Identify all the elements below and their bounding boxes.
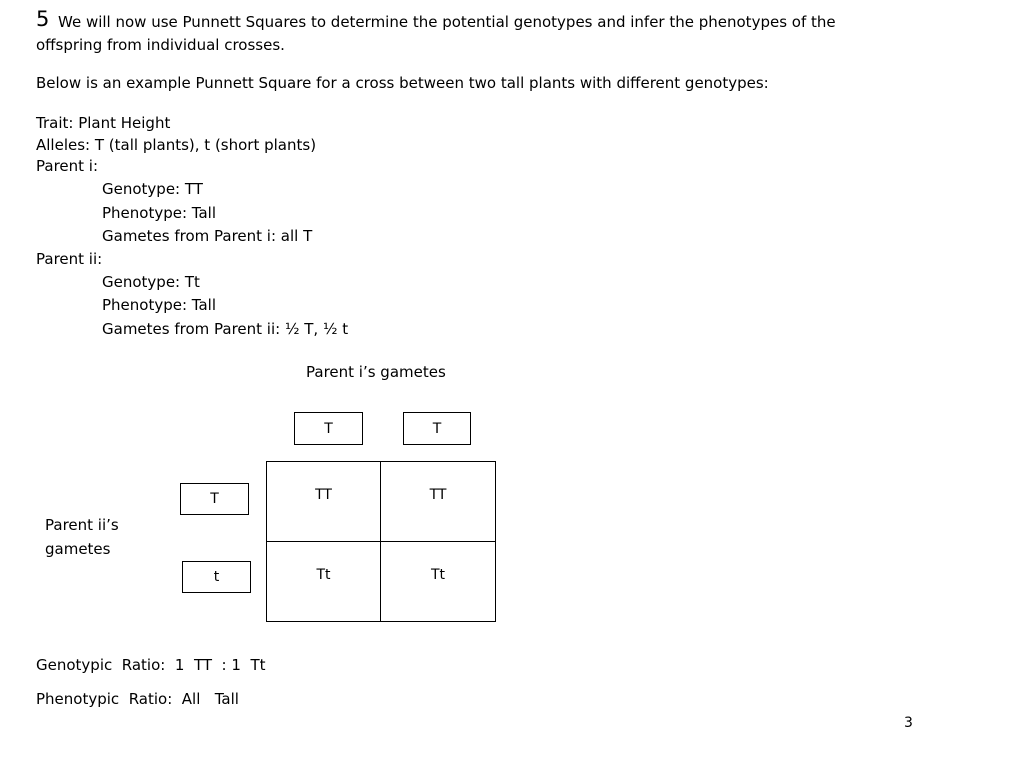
parent-i-genotype: Genotype: TT — [102, 180, 203, 198]
punnett-cell: TT — [381, 462, 495, 542]
side-gametes-label-line2: gametes — [45, 540, 111, 558]
top-gametes-label: Parent i’s gametes — [306, 363, 446, 381]
punnett-cell: Tt — [430, 566, 446, 583]
parent-ii-label: Parent ii: — [36, 250, 103, 268]
side-gametes-label-line1: Parent ii’s — [45, 516, 119, 534]
parent-i-gametes: Gametes from Parent i: all T — [102, 227, 313, 245]
side-gamete-box: t — [182, 561, 251, 593]
parent-ii-gametes: Gametes from Parent ii: ½ T, ½ t — [102, 320, 349, 338]
parent-ii-phenotype: Phenotype: Tall — [102, 296, 217, 314]
question-number: 5 — [36, 7, 50, 31]
genotypic-ratio: Genotypic Ratio: 1 TT : 1 Tt — [36, 656, 266, 674]
top-gamete-box: T — [403, 412, 471, 445]
question-text-line1: We will now use Punnett Squares to determine the potential genotypes and infer the phenotypes of the — [58, 13, 836, 31]
trait-text: Trait: Plant Height — [36, 114, 171, 132]
parent-i-label: Parent i: — [36, 157, 99, 175]
intro-text: Below is an example Punnett Square for a cross between two tall plants with different genotypes: — [36, 74, 769, 92]
question-text-line2: offspring from individual crosses. — [36, 36, 285, 54]
alleles-text: Alleles: T (tall plants), t (short plants) — [36, 136, 317, 154]
parent-i-phenotype: Phenotype: Tall — [102, 204, 217, 222]
page-number: 3 — [904, 715, 913, 731]
side-gamete-box: T — [180, 483, 249, 515]
punnett-cell: Tt — [267, 542, 381, 622]
punnett-grid — [266, 461, 496, 622]
top-gamete-box: T — [294, 412, 363, 445]
phenotypic-ratio: Phenotypic Ratio: All Tall — [36, 690, 239, 708]
parent-ii-genotype: Genotype: Tt — [102, 273, 200, 291]
punnett-cell: TT — [267, 462, 381, 542]
